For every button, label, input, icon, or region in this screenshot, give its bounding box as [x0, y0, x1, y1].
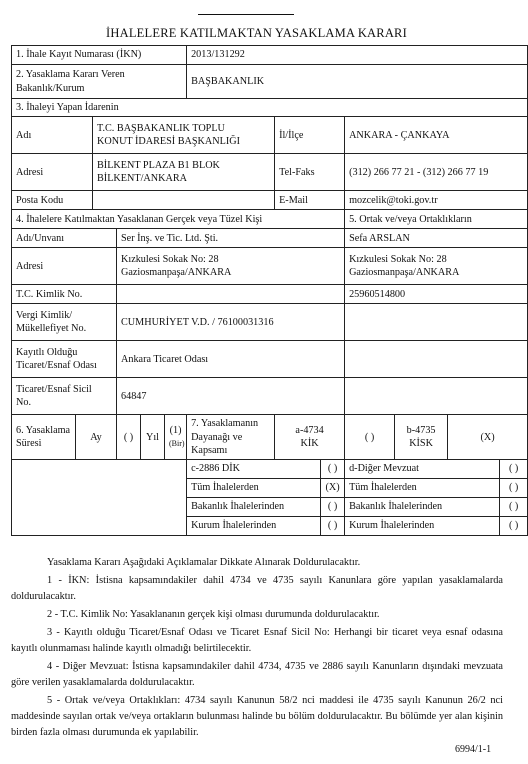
tax-id-value: CUMHURİYET V.D. / 76100031316	[117, 304, 345, 341]
partner-registry-no-value	[345, 378, 528, 415]
postal-code-label: Posta Kodu	[12, 191, 93, 210]
authority-label: 2. Yasaklama Kararı Veren Bakanlık/Kurum	[12, 65, 187, 99]
name-title-label: Adı/Unvanı	[12, 229, 117, 248]
scope-ministry-label-right: Bakanlık İhalelerinden	[345, 498, 500, 517]
partner-tax-id-value	[345, 304, 528, 341]
note-item: 1 - İKN: İstisna kapsamındakiler dahil 4734 ve 4735 sayılı Kanunlara göre yapılan yasaklamalarda doldurulacaktır.	[11, 574, 503, 602]
ban-duration-label: 6. Yasaklama Süresi	[12, 415, 76, 460]
scope-all-label-right: Tüm İhalelerden	[345, 479, 500, 498]
entity-name-label: Adı	[12, 117, 93, 154]
partners-header: 5. Ortak ve/veya Ortaklıkların	[345, 210, 528, 229]
kisk-label: b-4735 KİSK	[395, 415, 448, 460]
month-box: ( )	[117, 415, 141, 460]
kik-label: a-4734 KİK	[275, 415, 345, 460]
chamber-label: Kayıtlı Olduğu Ticaret/Esnaf Odası	[12, 341, 117, 378]
authority-value: BAŞBAKANLIK	[187, 65, 528, 99]
partner-name-value: Sefa ARSLAN	[345, 229, 528, 248]
year-box: (1) (Bir)	[165, 415, 187, 460]
kisk-box: (X)	[448, 415, 528, 460]
tel-fax-value: (312) 266 77 21 - (312) 266 77 19	[345, 154, 528, 191]
tc-id-label: T.C. Kimlik No.	[12, 285, 117, 304]
registry-no-value: 64847	[117, 378, 345, 415]
entity-name-value: T.C. BAŞBAKANLIK TOPLU KONUT İDARESİ BAŞKANLIĞI	[93, 117, 275, 154]
contracting-entity-header: 3. İhaleyi Yapan İdarenin	[12, 99, 528, 117]
note-item: 4 - Diğer Mevzuat: İstisna kapsamındakiler dahil 4734, 4735 ve 2886 sayılı Kanunların dışındaki mevzuata göre verilen yasaklamalarda doldurulacaktır.	[11, 660, 503, 688]
scope-all-box-right: ( )	[500, 479, 528, 498]
decision-form-table	[11, 45, 528, 536]
other-law-box: ( )	[500, 460, 528, 479]
note-item: 5 - Ortak ve/veya Ortaklıkları: 4734 sayılı Kanunun 58/2 nci maddesi ile 4735 sayılı Kanunun 26/2 nci maddesinde sayılan ortak ve/veya ortakların bulunması halinde bu bölüm doldurulacaktır. Bu bölümde yer alan kişinin birden fazla olması durumunda ek yapılabilir.	[11, 694, 503, 738]
entity-address-value: BİLKENT PLAZA B1 BLOK BİLKENT/ANKARA	[93, 154, 275, 191]
scope-institution-label-left: Kurum İhalelerinden	[187, 517, 321, 536]
tel-fax-label: Tel-Faks	[275, 154, 345, 191]
explanatory-notes	[11, 555, 503, 742]
scope-institution-box-right: ( )	[500, 517, 528, 536]
company-tc-id-value	[117, 285, 345, 304]
document-title: İHALELERE KATILMAKTAN YASAKLAMA KARARI	[106, 26, 407, 40]
partner-chamber-value	[345, 341, 528, 378]
note-item: 2 - T.C. Kimlik No: Yasaklananın gerçek kişi olması durumunda doldurulacaktır.	[47, 608, 380, 620]
company-address-value: Kızkulesi Sokak No: 28 Gaziosmanpaşa/ANKARA	[117, 248, 345, 285]
partner-tc-id-value: 25960514800	[345, 285, 528, 304]
page-number: 6994/1-1	[455, 744, 492, 755]
kik-box: ( )	[345, 415, 395, 460]
scope-all-label-left: Tüm İhalelerden	[187, 479, 321, 498]
ikn-label: 1. İhale Kayıt Numarası (İKN)	[12, 46, 187, 65]
tax-id-label: Vergi Kimlik/ Mükellefiyet No.	[12, 304, 117, 341]
postal-code-value	[93, 191, 275, 210]
scope-all-box-left: (X)	[321, 479, 345, 498]
scope-ministry-box-left: ( )	[321, 498, 345, 517]
dik-label: c-2886 DİK	[187, 460, 321, 479]
company-name-value: Ser İnş. ve Tic. Ltd. Şti.	[117, 229, 345, 248]
note-item: 3 - Kayıtlı olduğu Ticaret/Esnaf Odası ve Ticaret Esnaf Sicil No: Herhangi bir ticaret veya esnaf odasına kayıtlı olunmaması halinde kayıtlı olmadığı belirtilecektir.	[11, 626, 503, 654]
scope-institution-box-left: ( )	[321, 517, 345, 536]
scope-ministry-box-right: ( )	[500, 498, 528, 517]
ban-basis-label: 7. Yasaklamanın Dayanağı ve Kapsamı	[187, 415, 275, 460]
scope-institution-label-right: Kurum İhalelerinden	[345, 517, 500, 536]
entity-address-label: Adresi	[12, 154, 93, 191]
ban-blank-area	[12, 460, 187, 536]
city-value: ANKARA - ÇANKAYA	[345, 117, 528, 154]
city-label: İl/İlçe	[275, 117, 345, 154]
ikn-value: 2013/131292	[187, 46, 528, 65]
address-label: Adresi	[12, 248, 117, 285]
year-label: Yıl	[141, 415, 165, 460]
banned-party-header: 4. İhalelere Katılmaktan Yasaklanan Gerçek veya Tüzel Kişi	[12, 210, 345, 229]
dik-box: ( )	[321, 460, 345, 479]
partner-address-value: Kızkulesi Sokak No: 28 Gaziosmanpaşa/ANKARA	[345, 248, 528, 285]
registry-no-label: Ticaret/Esnaf Sicil No.	[12, 378, 117, 415]
notes-intro: Yasaklama Kararı Aşağıdaki Açıklamalar Dikkate Alınarak Doldurulacaktır.	[47, 557, 361, 568]
month-label: Ay	[76, 415, 117, 460]
chamber-value: Ankara Ticaret Odası	[117, 341, 345, 378]
scope-ministry-label-left: Bakanlık İhalelerinden	[187, 498, 321, 517]
other-law-label: d-Diğer Mevzuat	[345, 460, 500, 479]
top-rule	[198, 14, 294, 15]
email-value: mozcelik@toki.gov.tr	[345, 191, 528, 210]
email-label: E-Mail	[275, 191, 345, 210]
